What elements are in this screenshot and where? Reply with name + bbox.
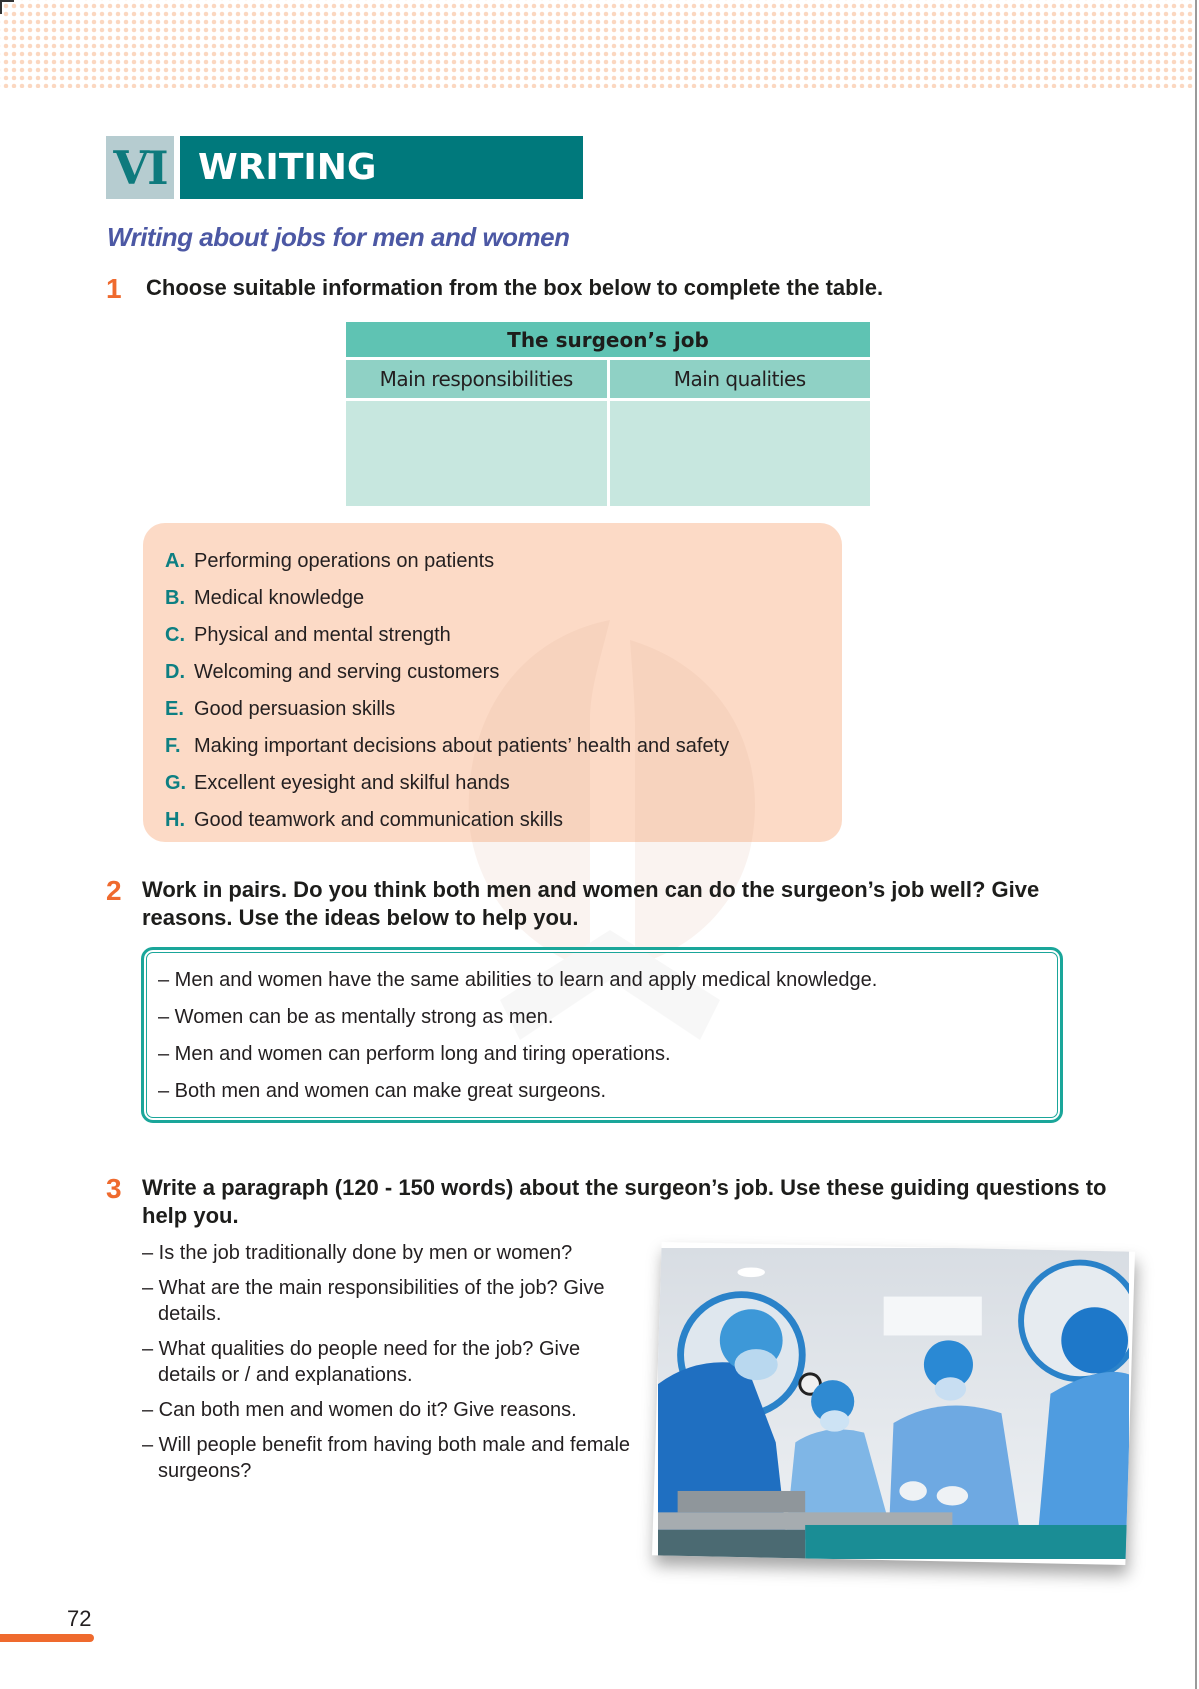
idea-item: – Men and women can perform long and tiring operations. — [158, 1043, 671, 1065]
option-text: Medical knowledge — [194, 587, 365, 609]
page-number: 72 — [67, 1606, 92, 1631]
task-instruction: Choose suitable information from the box below to complete the table. — [146, 275, 884, 300]
option-text: Excellent eyesight and skilful hands — [194, 772, 510, 794]
task-number: 3 — [106, 1173, 122, 1204]
task-number: 2 — [106, 875, 122, 906]
crop-mark — [0, 0, 14, 14]
guiding-questions-list — [142, 1240, 642, 1493]
section-title: WRITING — [180, 136, 583, 199]
photo-frame — [652, 1242, 1135, 1565]
option-item — [165, 802, 729, 839]
task-instruction: Work in pairs. Do you think both men and women can do the surgeon’s job well? Give reasons. Use the ideas below to help you. — [142, 877, 1040, 930]
option-text: Making important decisions about patients’ health and safety — [194, 735, 730, 757]
option-text: Performing operations on patients — [194, 550, 495, 572]
guiding-question: – Can both men and women do it? Give reasons. — [142, 1399, 577, 1421]
decorative-dot-band — [0, 0, 1196, 88]
answer-cell-responsibilities[interactable] — [345, 400, 609, 508]
option-item — [165, 654, 729, 691]
option-item — [165, 580, 729, 617]
guiding-question: – What qualities do people need for the job? Give details or / and explanations. — [142, 1338, 581, 1386]
lesson-subtitle: Writing about jobs for men and women — [107, 222, 570, 252]
page-edge — [1195, 0, 1197, 1689]
option-letter: F. — [165, 735, 181, 757]
idea-item: – Both men and women can make great surgeons. — [158, 1080, 607, 1102]
option-letter: A. — [165, 550, 185, 572]
option-letter: G. — [165, 772, 187, 794]
section-number: VI — [106, 136, 174, 199]
option-item — [165, 617, 729, 654]
guiding-question: – Will people benefit from having both male and female surgeons? — [142, 1434, 631, 1482]
task-3 — [106, 1174, 1122, 1230]
option-text: Welcoming and serving customers — [194, 661, 500, 683]
option-item — [165, 728, 729, 765]
option-text: Good teamwork and communication skills — [194, 809, 564, 831]
page-number-bar — [0, 1634, 94, 1642]
section-header — [106, 136, 583, 199]
task-1 — [106, 274, 883, 304]
guiding-question: – What are the main responsibilities of the job? Give details. — [142, 1277, 605, 1325]
surgeon-job-table — [343, 319, 873, 509]
options-list — [165, 543, 729, 839]
ideas-list — [158, 962, 877, 1110]
option-letter: B. — [165, 587, 185, 609]
task-instruction: Write a paragraph (120 - 150 words) about the surgeon’s job. Use these guiding questions to help you. — [142, 1175, 1107, 1228]
task-2 — [106, 876, 1102, 932]
answer-cell-qualities[interactable] — [608, 400, 872, 508]
option-letter: E. — [165, 698, 184, 720]
option-item — [165, 691, 729, 728]
option-text: Good persuasion skills — [194, 698, 396, 720]
option-letter: C. — [165, 624, 185, 646]
option-letter: H. — [165, 809, 185, 831]
column-header-qualities: Main qualities — [608, 359, 872, 400]
operating-room-illustration — [658, 1248, 1129, 1559]
option-item — [165, 765, 729, 802]
option-text: Physical and mental strength — [194, 624, 451, 646]
guiding-question: – Is the job traditionally done by men or women? — [142, 1242, 573, 1264]
task-number: 1 — [106, 273, 122, 304]
surgeons-photo — [652, 1242, 1135, 1565]
idea-item: – Women can be as mentally strong as men. — [158, 1006, 554, 1028]
option-letter: D. — [165, 661, 185, 683]
column-header-responsibilities: Main responsibilities — [345, 359, 609, 400]
table-title: The surgeon’s job — [345, 321, 872, 359]
option-item — [165, 543, 729, 580]
idea-item: – Men and women have the same abilities to learn and apply medical knowledge. — [158, 969, 878, 991]
